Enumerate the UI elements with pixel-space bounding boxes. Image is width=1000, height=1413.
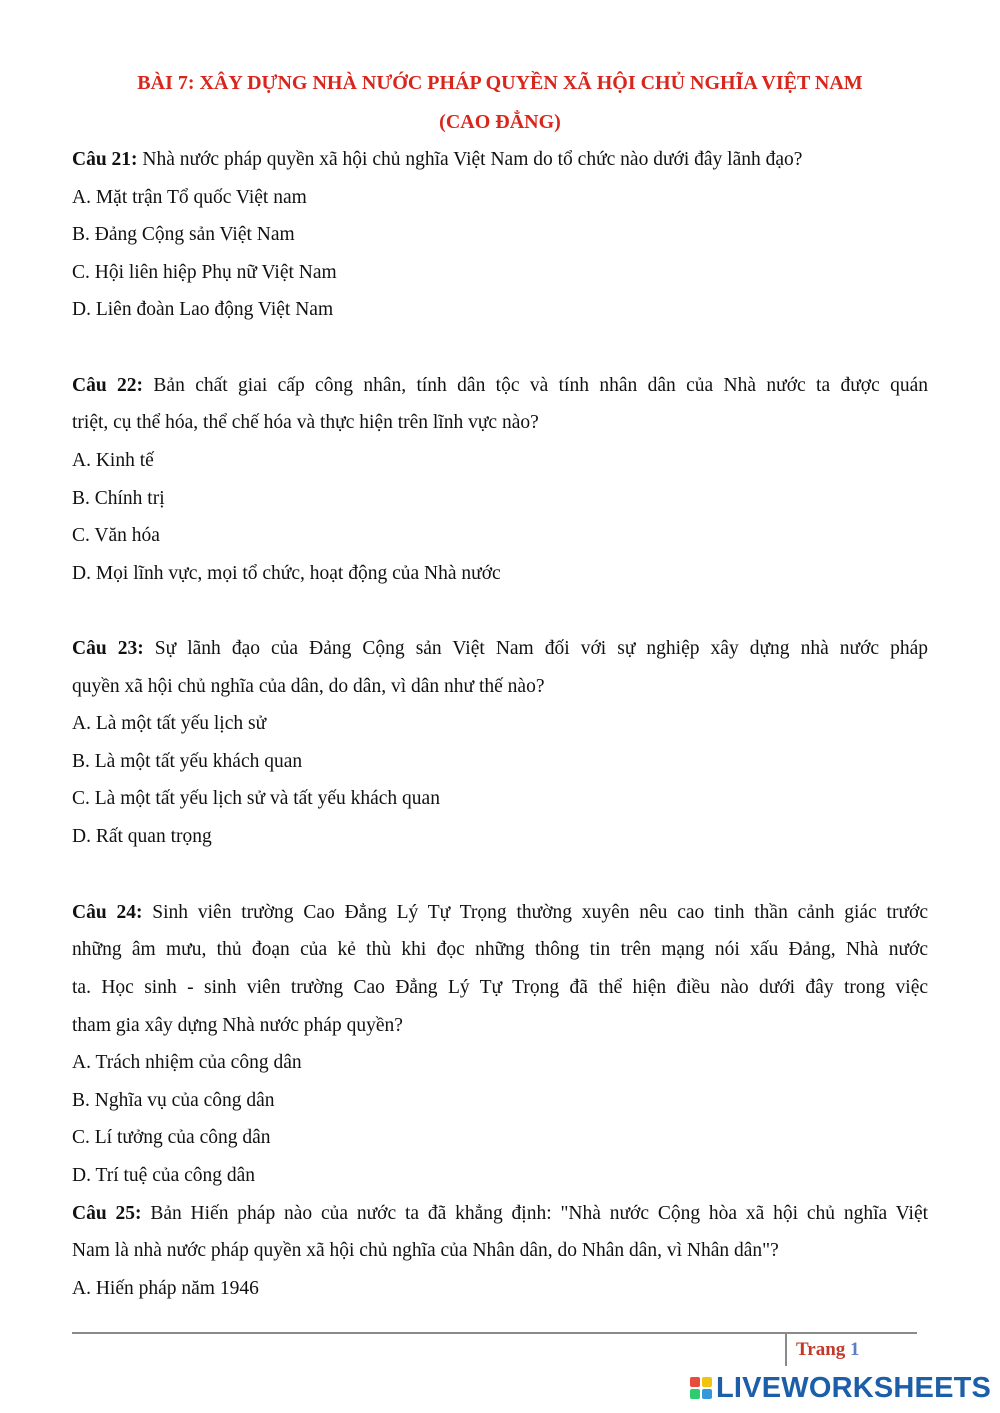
question-24-text-cont: những âm mưu, thủ đoạn của kẻ thù khi đọc những thông tin trên mạng nói xấu Đảng, Nhà nước <box>72 939 928 960</box>
question-line: Bản chất giai cấp công nhân, tính dân tộc và tính nhân dân của Nhà nước ta được quán <box>153 375 929 396</box>
question-21-text <box>72 147 928 173</box>
question-24-option-c[interactable]: C. Lí tưởng của công dân <box>72 1127 271 1148</box>
page-word: Trang <box>796 1339 846 1360</box>
question-22-option-c[interactable]: C. Văn hóa <box>72 525 160 546</box>
question-24-option-b[interactable]: B. Nghĩa vụ của công dân <box>72 1090 275 1111</box>
question-24-option-a[interactable]: A. Trách nhiệm của công dân <box>72 1052 302 1073</box>
question-22-option-d[interactable]: D. Mọi lĩnh vực, mọi tổ chức, hoạt động của Nhà nước <box>72 563 501 584</box>
question-line: Nhà nước pháp quyền xã hội chủ nghĩa Việt Nam do tổ chức nào dưới đây lãnh đạo? <box>142 149 803 170</box>
liveworksheets-brand[interactable] <box>690 1372 991 1404</box>
question-label: Câu 24: <box>72 902 143 923</box>
footer-divider-line <box>72 1332 917 1334</box>
question-21-option-d[interactable]: D. Liên đoàn Lao động Việt Nam <box>72 299 334 320</box>
question-line: Sinh viên trường Cao Đẳng Lý Tự Trọng thường xuyên nêu cao tinh thần cảnh giác trước <box>152 902 928 923</box>
question-25-text-cont: Nam là nhà nước pháp quyền xã hội chủ nghĩa của Nhân dân, do Nhân dân, vì Nhân dân"? <box>72 1240 779 1261</box>
question-23-option-d[interactable]: D. Rất quan trọng <box>72 826 212 847</box>
brand-name: LIVEWORKSHEETS <box>716 1371 992 1404</box>
question-23-text <box>72 636 928 662</box>
question-24-text-cont: tham gia xây dựng Nhà nước pháp quyền? <box>72 1015 403 1036</box>
question-25-text <box>72 1201 928 1227</box>
question-25-option-a[interactable]: A. Hiến pháp năm 1946 <box>72 1278 259 1299</box>
question-22-text-cont: triệt, cụ thể hóa, thể chế hóa và thực hiện trên lĩnh vực nào? <box>72 412 539 433</box>
question-label: Câu 25: <box>72 1203 142 1224</box>
footer-vertical-divider <box>785 1334 787 1366</box>
question-24-option-d[interactable]: D. Trí tuệ của công dân <box>72 1165 256 1186</box>
page-number <box>796 1339 860 1361</box>
question-24-text-cont: ta. Học sinh - sinh viên trường Cao Đẳng Lý Tự Trọng đã thể hiện điều nào dưới đây trong việc <box>72 977 928 998</box>
question-22-option-a[interactable]: A. Kinh tế <box>72 450 154 471</box>
question-23-option-c[interactable]: C. Là một tất yếu lịch sử và tất yếu khách quan <box>72 788 440 809</box>
question-21-option-c[interactable]: C. Hội liên hiệp Phụ nữ Việt Nam <box>72 262 337 283</box>
question-line: Bản Hiến pháp nào của nước ta đã khẳng định: "Nhà nước Cộng hòa xã hội chủ nghĩa Việt <box>150 1203 929 1224</box>
question-21-option-a[interactable]: A. Mặt trận Tổ quốc Việt nam <box>72 187 307 208</box>
page-title: BÀI 7: XÂY DỰNG NHÀ NƯỚC PHÁP QUYỀN XÃ HỘI CHỦ NGHĨA VIỆT NAM <box>137 72 863 94</box>
question-22-text <box>72 373 928 399</box>
question-23-text-cont: quyền xã hội chủ nghĩa của dân, do dân, vì dân như thế nào? <box>72 676 545 697</box>
question-label: Câu 22: <box>72 375 144 396</box>
liveworksheets-logo-icon <box>690 1377 712 1399</box>
question-24-text <box>72 900 928 926</box>
question-23-option-b[interactable]: B. Là một tất yếu khách quan <box>72 751 303 772</box>
question-line: Sự lãnh đạo của Đảng Cộng sản Việt Nam đối với sự nghiệp xây dựng nhà nước pháp <box>154 638 929 659</box>
question-22-option-b[interactable]: B. Chính trị <box>72 488 165 509</box>
question-label: Câu 21: <box>72 149 138 170</box>
page-subtitle: (CAO ĐẲNG) <box>439 111 561 133</box>
question-21-option-b[interactable]: B. Đảng Cộng sản Việt Nam <box>72 224 295 245</box>
question-23-option-a[interactable]: A. Là một tất yếu lịch sử <box>72 713 267 734</box>
question-label: Câu 23: <box>72 638 144 659</box>
page-number-value: 1 <box>850 1339 860 1360</box>
